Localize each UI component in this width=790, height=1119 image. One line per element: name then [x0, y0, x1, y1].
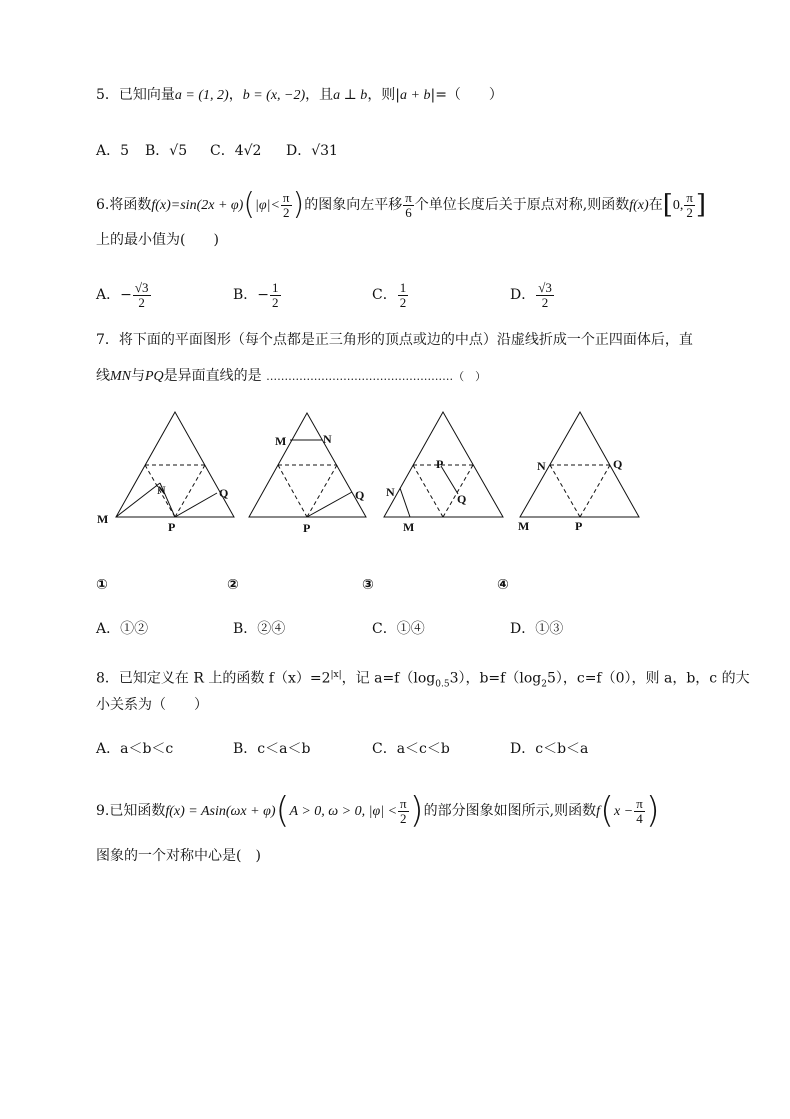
q5-option-b: B．√5	[145, 143, 188, 159]
q7-dots: ……………………………………………（ ）	[266, 370, 487, 383]
q8-line1: 8．已知定义在 R 上的函数 $f(x)=2^{|x|}$，记 $a=f(\log_{0.5}3)$，$b=f(\log_25)$，c=f（0），则 a，b，c 的大	[96, 670, 750, 690]
fig4-label-n: N	[537, 459, 546, 473]
q9-cond-frac: $\frac{\pi}{2}$	[400, 795, 407, 826]
fig2-label-n: N	[323, 432, 332, 446]
q7-option-b: B．②④	[233, 621, 286, 637]
q8-option-d: D．c＜b＜a	[510, 741, 589, 757]
fig1-label-p: P	[168, 520, 176, 534]
q5-option-d: D．√31	[286, 143, 338, 159]
q6-shift-frac: $\frac{\pi}{6}$	[405, 189, 412, 220]
q5-option-c: C．4√2	[210, 143, 262, 159]
fig4-label-m: M	[518, 519, 530, 533]
q6-option-a: A．− $\frac{√3}{2}$	[96, 279, 149, 310]
q5-prefix: 5．已知向量	[96, 87, 175, 103]
q6-option-b: B．− $\frac{1}{2}$	[233, 279, 279, 310]
q8-exponent: |x|	[330, 670, 342, 680]
fig3-label-m: M	[403, 520, 415, 534]
q6-line2: 上的最小值为( )	[96, 232, 219, 248]
q5-sum: a + b	[400, 88, 431, 103]
q7-figure-label-3: ③	[362, 577, 374, 593]
q6-prefix: 6.将函数	[96, 197, 152, 213]
fig1-label-n: N	[157, 483, 166, 497]
q5-vector-b: b = (x, −2)	[242, 88, 306, 103]
q5-ask: ，则|	[367, 87, 401, 103]
q7-figure-label-1: ①	[96, 577, 108, 593]
fig3-label-n: N	[386, 485, 395, 499]
q6-in: 在	[648, 197, 663, 213]
q8-option-a: A．a＜b＜c	[96, 741, 174, 757]
q9-func2: f	[596, 804, 600, 819]
q8-base1: 0.5	[435, 679, 450, 690]
q7-figure-label-2: ②	[227, 577, 239, 593]
q7-line1: 7．将下面的平面图形（每个点都是正三角形的顶点或边的中点）沿虚线折成一个正四面体后，直	[96, 332, 693, 348]
q7-option-d: D．①③	[510, 621, 564, 637]
fig3-label-q: Q	[457, 492, 467, 506]
q8-option-b: B．c＜a＜b	[233, 741, 311, 757]
q7-option-a: A．①②	[96, 621, 149, 637]
q9-arg-frac: $\frac{\pi}{4}$	[636, 795, 643, 826]
q9-func: f(x) = Asin(ωx + φ)	[165, 804, 276, 819]
q6-option-c: C． $\frac{1}{2}$	[372, 279, 407, 310]
fig2-label-m: M	[275, 434, 287, 448]
q7-option-c: C．①④	[372, 621, 425, 637]
q7-figure-label-4: ④	[497, 577, 509, 593]
q6-cond: |φ|<	[255, 198, 280, 213]
q6-func2: f(x)	[629, 198, 649, 213]
q9-cond: A > 0, ω > 0, |φ| <	[289, 804, 398, 819]
q6-func: f(x)=sin(2x + φ)	[151, 198, 244, 213]
q5-perp: a ⊥ b	[333, 88, 368, 103]
q5-option-a: A．5	[96, 143, 130, 159]
q7-figures	[0, 405, 790, 555]
fig3-label-p: P	[436, 457, 444, 471]
q7-pq: PQ	[145, 369, 164, 384]
fig4-label-q: Q	[613, 457, 623, 471]
figure-3	[384, 412, 503, 517]
q8-option-c: C．a＜c＜b	[372, 741, 450, 757]
figure-2	[249, 413, 366, 517]
q6-mid2: 个单位长度后关于原点对称,则函数	[414, 197, 630, 213]
q6-interval-start: 0,	[672, 198, 684, 213]
q7-mn: MN	[110, 369, 131, 384]
q5-vector-a: a = (1, 2)	[174, 88, 229, 103]
q6-mid: 的图象向左平移	[304, 197, 403, 213]
q5-tail: |=（ ）	[430, 87, 503, 103]
fig4-label-p: P	[575, 519, 583, 533]
q5-cond: ，且	[305, 87, 334, 103]
fig1-label-m: M	[97, 512, 109, 526]
q6-cond-frac: $\frac{\pi}{2}$	[282, 189, 290, 220]
figure-1	[116, 412, 234, 517]
q5-stem: 5．已知向量a = (1, 2)，b = (x, −2)，且a ⊥ b，则|a + b|=（ ）	[96, 87, 503, 103]
q6-stem: 6.将函数f(x)=sin(2x + φ)(|φ|< $\frac{\pi}{2}$ )的图象向左平移 $\frac{\pi}{6}$ 个单位长度后关于原点对称,则函数f(x)在[0, $\frac{\pi}{2}$ ]	[96, 187, 707, 222]
fig2-label-q: Q	[355, 488, 365, 502]
q9-stem: 9.已知函数f(x) = Asin(ωx + φ)(A > 0, ω > 0, |φ| < $\frac{\pi}{2}$ )的部分图象如图所示,则函数f(x − $\frac{\pi}{4}$ )	[96, 790, 660, 831]
q8-line2: 小关系为（ ）	[96, 697, 208, 713]
q6-option-d: D． $\frac{√3}{2}$	[510, 279, 552, 310]
q6-interval-frac: $\frac{\pi}{2}$	[686, 189, 693, 220]
q7-line2: 线MN与PQ是异面直线的是 ……………………………………………（ ）	[96, 368, 487, 384]
q8-base2: 2	[541, 679, 547, 690]
q9-arg: x −	[614, 804, 634, 819]
fig1-label-q: Q	[219, 486, 229, 500]
fig2-label-p: P	[303, 521, 311, 535]
q9-line2: 图象的一个对称中心是( )	[96, 848, 261, 864]
